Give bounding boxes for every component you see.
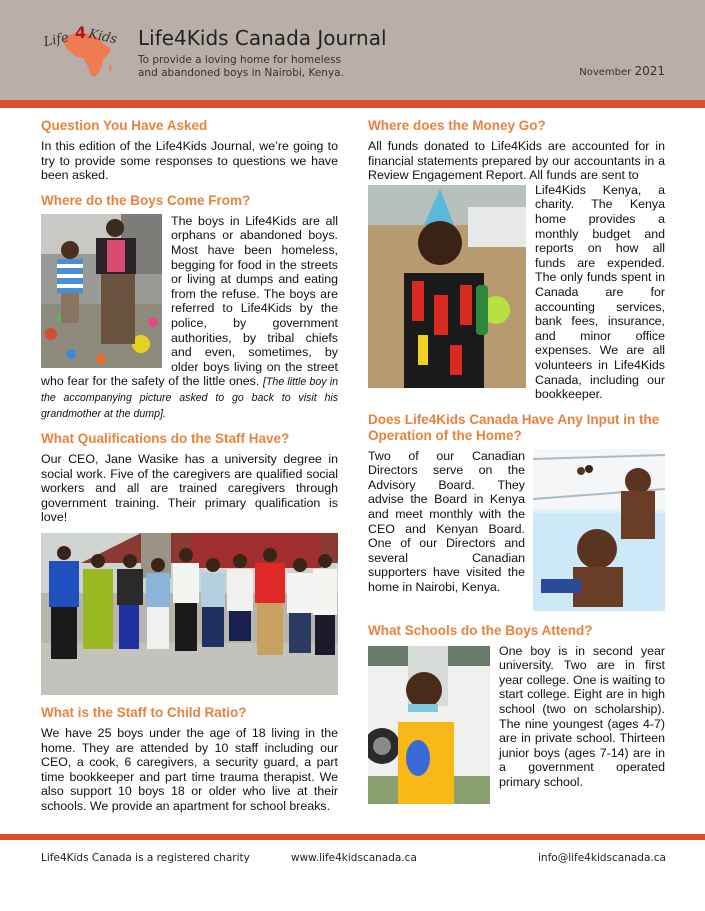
photo-caption: [The little boy in the accompanying picture asked to go back to visit his grandmother at the dump]. (41, 376, 338, 420)
svg-text:Kids: Kids (87, 26, 119, 48)
header-divider (0, 100, 705, 108)
email-link[interactable]: info@life4kidscanada.ca (538, 852, 666, 864)
photo-boy-with-grandmother (41, 214, 162, 368)
photo-boy-yellow-shirt (368, 646, 490, 804)
article-body: In this edition of the Life4Kids Journal, we’re going to try to provide some responses to questions we have been asked. (41, 139, 338, 183)
africa-logo-icon (40, 22, 130, 82)
article-text: The boys in Life4Kids are all orphans or abandoned boys. Most have been homeless, begging for food in the streets or living at dumps and eating from the refuse. The boys are referred to Life4Kids by the police, by government authorities, by tribal chiefs and even, sometimes, by older boys living on the street who fear for the safety of the little ones. (41, 213, 338, 389)
article-body: We have 25 boys under the age of 18 living in the home. They are attended by 10 staff including our CEO, a cook, 6 caregivers, a security guard, a part time bookkeeper and part time trauma therapist. We also support 10 boys 18 or older who live at their schools. We provide an apartment for school breaks. (41, 726, 338, 814)
article-heading: What is the Staff to Child Ratio? (41, 705, 247, 721)
svg-text:4: 4 (75, 23, 87, 42)
article-heading: Where do the Boys Come From? (41, 192, 251, 208)
website-link[interactable]: www.life4kidscanada.ca (291, 852, 417, 864)
article-body-intro: All funds donated to Life4Kids are accounted for in financial statements prepared by our accountants in a Review Engagement Report. All funds are sent to (368, 139, 665, 183)
photo-staff-group (41, 533, 338, 695)
article-body: Two of our Canadian Directors serve on the Advisory Board. They advise the Board in Kenya and meet monthly with the CEO and Kenyan Board. One of our Directors and several Canadian supporters have visited the home in Nairobi, Kenya. (368, 448, 525, 595)
photo-boys-in-pool (533, 449, 665, 611)
article-where-boys-come-from (41, 193, 338, 421)
footer-divider (0, 834, 705, 840)
life4kids-logo (40, 22, 130, 82)
journal-title: Life4Kids Canada Journal (138, 26, 387, 50)
article-canada-input (368, 412, 665, 613)
article-staff-ratio (41, 705, 338, 814)
article-heading: What Qualifications do the Staff Have? (41, 431, 290, 447)
issue-date (579, 64, 665, 78)
issue-month: November (579, 67, 632, 78)
article-body: Life4Kids Kenya, a charity. The Kenya home provides a monthly budget and reports on how all funds are expended. The only funds spent in Canada are for accounting services, bank fees, insurance, and minor office expenses. We are all volunteers in Life4Kids Canada, including our bookkeeper. (535, 182, 665, 402)
article-heading: Where does the Money Go? (368, 118, 546, 133)
charity-notice: Life4Kids Canada is a registered charity (41, 852, 250, 864)
article-where-money-goes (368, 118, 665, 402)
svg-text:Life: Life (42, 30, 71, 51)
article-body: One boy is in second year university. Two are in first year college. One is waiting to start college. Eight are in high school (two on scholarship). The nine youngest (ages 4-7) are in private school. Thirteen junior boys (ages 7-14) are in a government operated primary school. (499, 643, 665, 790)
article-schools (368, 623, 665, 806)
left-column (41, 118, 338, 824)
masthead (0, 0, 705, 100)
right-column (368, 118, 665, 816)
article-staff-qualifications (41, 431, 338, 695)
article-body: Our CEO, Jane Wasike has a university degree in social work. Five of the caregivers are qualified social workers and all are trained caregivers through government training. Their primary qualification is love! (41, 452, 338, 525)
article-heading: Question You Have Asked (41, 118, 208, 133)
tagline-line-1: To provide a loving home for homeless (138, 54, 342, 66)
article-heading: What Schools do the Boys Attend? (368, 622, 593, 638)
issue-year: 2021 (634, 64, 665, 78)
photo-boy-party-hat (368, 185, 526, 388)
tagline (138, 54, 344, 80)
article-heading: Does Life4Kids Canada Have Any Input in the Operation of the Home? (368, 411, 660, 443)
tagline-line-2: and abandoned boys in Nairobi, Kenya. (138, 67, 344, 79)
article-questions (41, 118, 338, 183)
